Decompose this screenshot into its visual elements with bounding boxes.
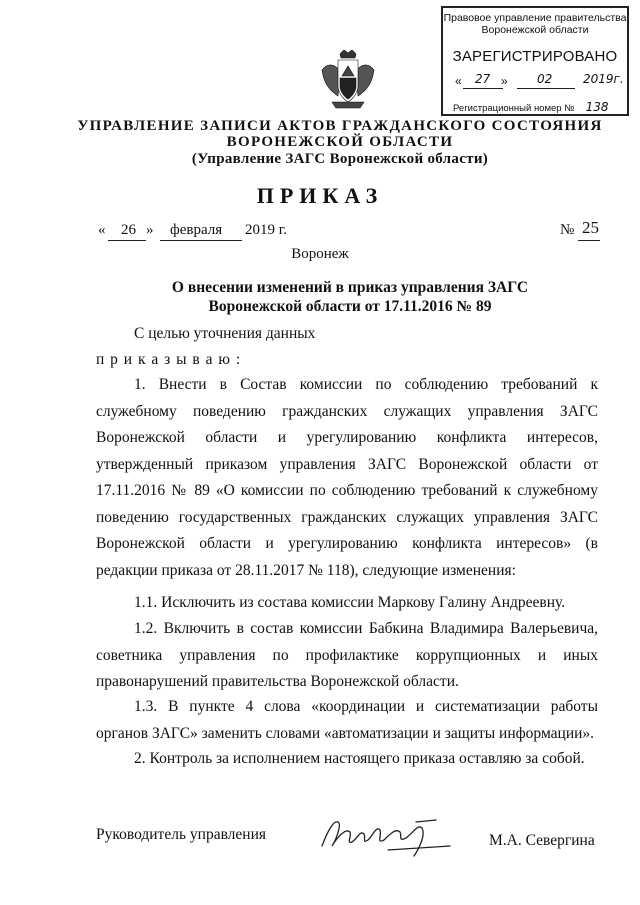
order-number-label: №	[560, 222, 575, 238]
item-2: 2. Контроль за исполнением настоящего приказа оставляю за собой.	[134, 750, 585, 767]
org-name-line2: ВОРОНЕЖСКОЙ ОБЛАСТИ	[226, 134, 454, 150]
item-1-1: 1.1. Исключить из состава комиссии Маркову Галину Андреевну.	[134, 594, 566, 611]
subject-line1: О внесении изменений в приказ управления ЗАГС	[171, 279, 529, 296]
subject-line2: Воронежской области от 17.11.2016 № 89	[208, 298, 492, 315]
date-year: 2019 г.	[245, 222, 287, 238]
document-type: ПРИКАЗ	[256, 183, 384, 208]
stamp-reg-line	[453, 100, 621, 115]
coat-of-arms-icon	[318, 48, 378, 110]
stamp-organization	[443, 12, 627, 36]
date-close-quote: »	[146, 222, 154, 238]
city: Воронеж	[291, 246, 349, 262]
stamp-date: « 27 » 02 2019г.	[455, 72, 624, 88]
signatory-position: Руководитель управления	[96, 826, 267, 843]
signatory-name: М.А. Севергина	[489, 832, 595, 849]
stamp-org-line2: Воронежской области	[481, 24, 589, 36]
stamp-reg-number: 138	[577, 100, 617, 115]
stamp-reg-label: Регистрационный номер №	[453, 103, 575, 114]
handwritten-signature-icon	[318, 806, 458, 862]
registration-stamp	[441, 6, 629, 116]
stamp-year: 2019г.	[583, 72, 624, 86]
org-name-line1: УПРАВЛЕНИЕ ЗАПИСИ АКТОВ ГРАЖДАНСКОГО СОСТОЯНИЯ	[77, 118, 603, 134]
date-day: 26	[121, 222, 136, 238]
item-1-2: 1.2. Включить в состав комиссии Бабкина Владимира Валерьевича, советника управления по профилактике коррупционных и иных правонарушений правительства Воронежской области.	[96, 620, 598, 690]
order-word: п р и к а з ы в а ю :	[96, 351, 242, 368]
purpose-text: С целью уточнения данных	[134, 325, 316, 342]
date-open-quote: «	[98, 222, 106, 238]
stamp-org-line1: Правовое управление правительства	[443, 12, 627, 24]
stamp-month: 02	[537, 72, 553, 86]
stamp-status: ЗАРЕГИСТРИРОВАНО	[452, 48, 618, 65]
org-short-name: (Управление ЗАГС Воронежской области)	[191, 151, 489, 167]
item-1: 1. Внести в Состав комиссии по соблюдению требований к служебному поведению гражданских служащих управления ЗАГС Воронежской области и урегулированию конфликта интересов, утвержденный приказом управления ЗАГС Воронежской области от 17.11.2016 № 89 «О комиссии по соблюдению требований к служебному поведению государственных гражданских служащих управления ЗАГС Воронежской области и урегулированию конфликта интересов» (в редакции приказа от 28.11.2017 № 118), следующие изменения:	[96, 376, 598, 579]
stamp-day: 27	[475, 72, 491, 86]
item-1-3: 1.3. В пункте 4 слова «координации и систематизации работы органов ЗАГС» заменить словами «автоматизации и защиты информации».	[96, 698, 598, 742]
date-month: февраля	[170, 222, 223, 238]
order-number: 25	[582, 218, 599, 237]
